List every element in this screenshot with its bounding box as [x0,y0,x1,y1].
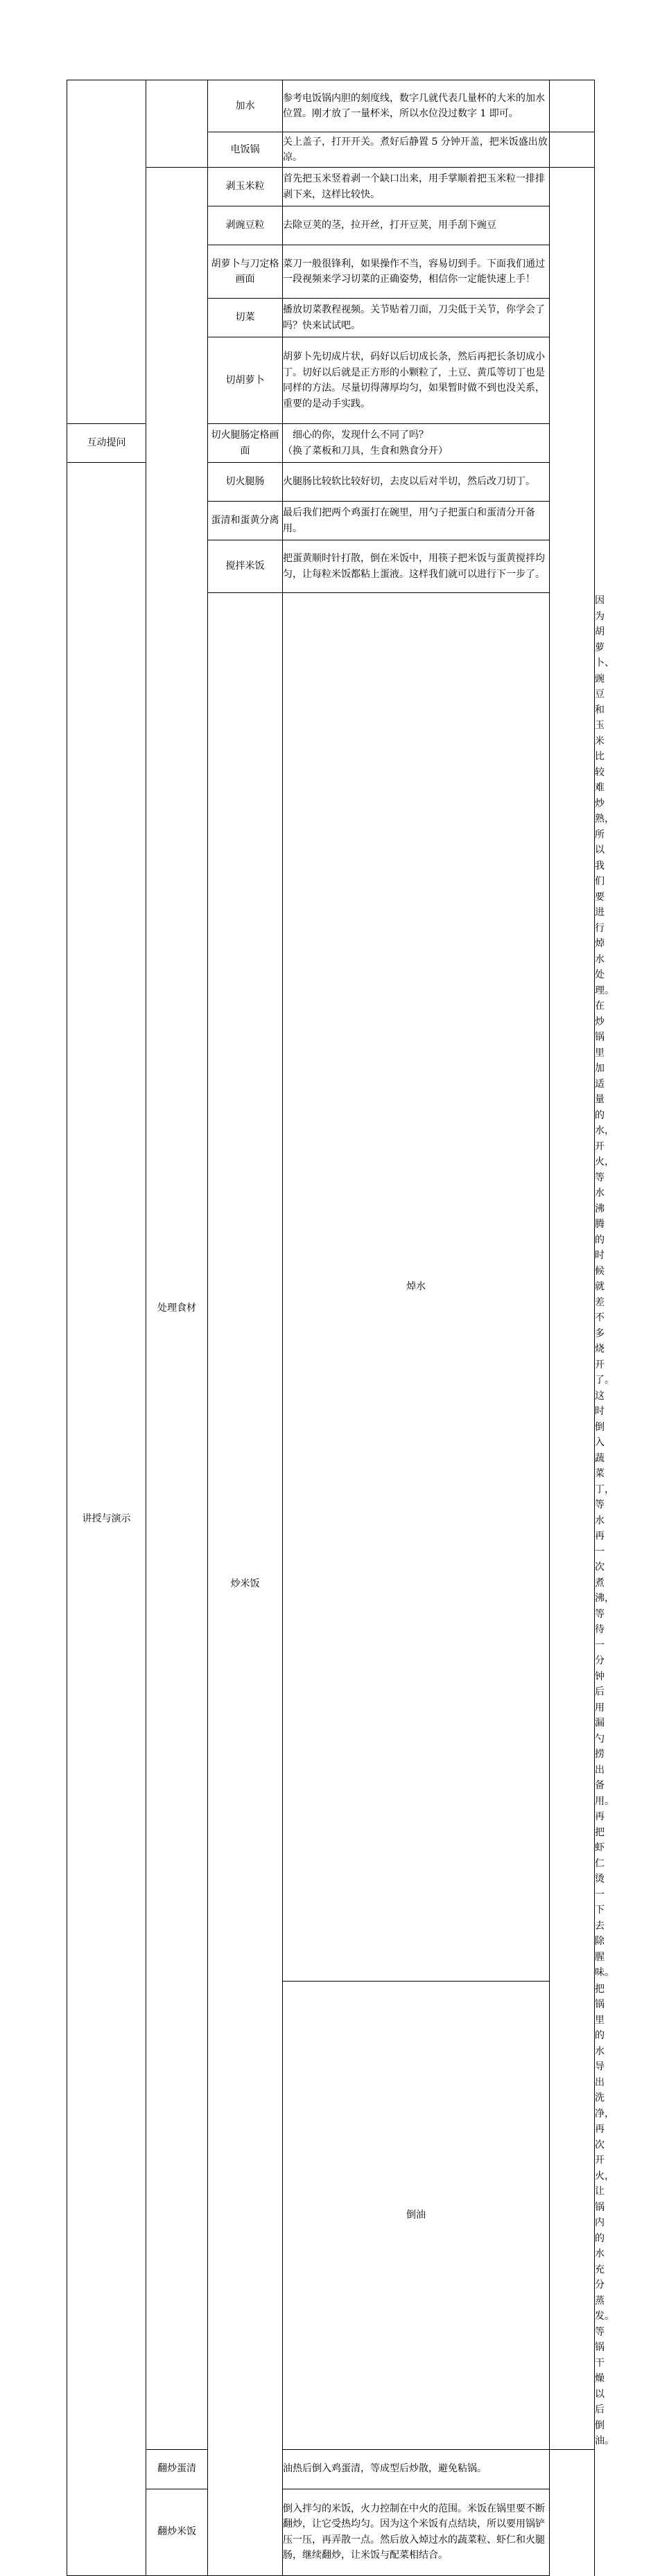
content-cell: 参考电饭锅内胆的刻度线，数字几就代表几量杯的大米的加水位置。刚才放了一量杯米，所以水位没过数字 1 即可。 [283,80,550,132]
step-cell: 倒油 [283,1981,550,2449]
step-cell: 切胡萝卜 [208,337,283,424]
step-cell: 蛋清和蛋黄分离 [208,502,283,540]
table-row [67,2489,595,2575]
content-cell: 播放切菜教程视频。关节贴着刀面，刀尖低于关节，你学会了吗？快来试试吧。 [283,299,550,337]
step-cell: 切菜 [208,299,283,337]
content-cell: 把蛋黄顺时针打散，倒在米饭中，用筷子把米饭与蛋黄搅拌均匀，让每粒米饭都粘上蛋液。这样我们就可以进行下一步了。 [283,540,550,593]
lesson-plan-table [67,80,614,2576]
notes-cell [550,132,595,168]
notes-cell [550,168,595,2450]
step-cell: 电饭锅 [208,132,283,168]
table-row [67,168,595,206]
step-cell: 切火腿肠定格画面 [208,424,283,463]
group-cell-process-ingredients: 处理食材 [146,168,208,2450]
section-cell-lecture-demo: 讲授与演示 [67,463,146,2576]
step-cell: 加水 [208,80,283,132]
group-cell-fry-rice: 炒米饭 [208,593,283,2576]
content-line: （换了菜板和刀具，生食和熟食分开） [283,445,448,457]
step-cell: 胡萝卜与刀定格画面 [208,245,283,299]
content-cell: 关上盖子，打开开关。煮好后静置 5 分钟开盖，把米饭盛出放凉。 [283,132,550,168]
content-cell: 火腿肠比较软比较好切，去皮以后对半切，然后改刀切丁。 [283,463,550,502]
step-cell: 搅拌米饭 [208,540,283,593]
notes-cell [550,80,595,132]
step-cell: 焯水 [283,593,550,1982]
content-cell: 油热后倒入鸡蛋清，等成型后炒散，避免粘锅。 [283,2449,550,2489]
content-cell: 去除豆荚的茎，拉开丝，打开豆荚，用手刮下豌豆 [283,206,550,245]
step-cell: 翻炒蛋清 [146,2449,208,2489]
content-cell: 胡萝卜先切成片状，码好以后切成长条，然后再把长条切成小丁。切好以后就是正方形的小颗粒了，土豆、黄瓜等切丁也是同样的方法。尽量切得薄厚均匀，如果暂时做不到也没关系，重要的是动手实践。 [283,337,550,424]
section-cell-interactive-question: 互动提问 [67,424,146,463]
table-row: 炒米饭 焯水 因为胡萝卜、豌豆和玉米比较难炒熟，所以我们要进行焯水处理。在炒锅里加适量的水，开火，等水沸腾的时候就差不多烧开了。这时倒入蔬菜丁，等水再一次煮沸，等待一分钟后用漏勺捞出备用。再把虾仁烫一下去除腥味。 [67,593,595,1982]
content-cell: 菜刀一般很锋利，如果操作不当，容易切到手。下面我们通过一段视频来学习切菜的正确姿势，相信你一定能快速上手！ [283,245,550,299]
step-cell: 剥玉米粒 [208,168,283,206]
table-row: 倒油 把锅里的水导出洗净，再次开火，让锅内的水充分蒸发。等锅干燥以后倒油。 [67,1981,595,2449]
content-cell: 最后我们把两个鸡蛋打在碗里，用勺子把蛋白和蛋清分开备用。 [283,502,550,540]
table-row [67,2449,595,2489]
section-cell-empty [67,80,146,424]
step-cell: 剥豌豆粒 [208,206,283,245]
content-cell [283,424,550,463]
step-cell: 翻炒米饭 [146,2489,208,2575]
group-cell-empty [146,80,208,168]
content-line: 细心的你，发现什么不同了吗？ [293,430,428,441]
content-cell: 倒入拌匀的米饭，火力控制在中火的范围。米饭在锅里要不断翻炒，让它受热均匀。因为这个米饭有点结块，所以要用锅铲压一压，再弄散一点。然后放入焯过水的蔬菜粒、虾仁和火腿肠，继续翻炒，让米饭与配菜相结合。 [283,2489,550,2575]
step-cell: 切火腿肠 [208,463,283,502]
content-cell: 首先把玉米竖着剥一个缺口出来，用手掌顺着把玉米粒一排排剥下来，这样比较快。 [283,168,550,206]
table-row [67,80,595,132]
